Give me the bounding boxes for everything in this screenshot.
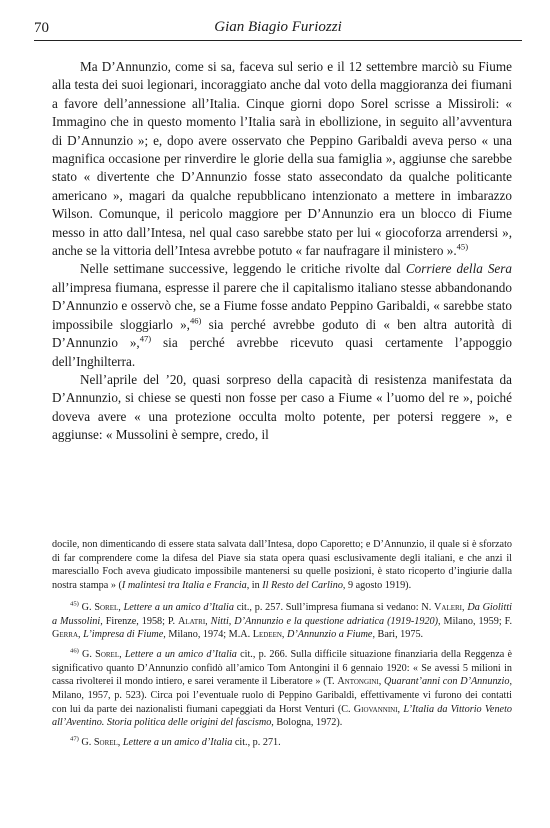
- footnote-46: $^{46)}$ G. Sorel, Lettere a un amico d’Italia cit., p. 266. Sulla difficile situazione finanziaria della Reggenza è significativo quanto D’Annunzio confidò all’amico Tom Antongini il 6 gennaio 1920: « Se avessi 5 milioni in cassa rivolterei il mondo intiero, e sarei veramente il Liberatore » (T. Antongini, Quarant’anni con D’Annunzio, Milano, 1957, p. 523). Circa poi l’eventuale ruolo di Peppino Garibaldi, effettivamente vi furono dei contatti con lui da parte dei nazionalisti fiumani capeggiati da Horst Venturi (C. Giovannini, L’Italia da Vittorio Veneto all’Aventino. Storia politica delle origini del fascismo, Bologna, 1972).: [52, 647, 512, 729]
- footnote-45: $^{45)}$ G. Sorel, Lettere a un amico d’Italia cit., p. 257. Sull’impresa fiumana si vedano: N. Valeri, Da Giolitti a Mussolini, Firenze, 1958; P. Alatri, Nitti, D’Annunzio e la questione adriatica (1919-1920), Milano, 1959; F. Gerra, L’impresa di Fiume, Milano, 1974; M.A. Ledeen, D’Annunzio a Fiume, Bari, 1975.: [52, 600, 513, 641]
- footnotes: [52, 538, 512, 756]
- footnote-ref-45: 45): [456, 241, 469, 252]
- footnote-continuation: docile, non dimenticando di essere stata salvata dall’Intesa, dopo Caporetto; e D’Annunzio, il quale si è sforzato di far comprendere come la difesa del Piave sia stata opera quasi esclusivamente degli italiani, e che anzi il maresciallo Foch aveva giudicato impossibile mantenersi su quelle posizioni, è stato ricoperto d’ingiurie dalla nostra stampa » (I malintesi tra Italia e Francia, in Il Resto del Carlino, 9 agosto 1919).: [52, 539, 512, 592]
- paragraph-2: Nelle settimane successive, leggendo le critiche rivolte dal Corriere della Sera all’impresa fiumana, espresse il parere che il capitalismo italiano stesse abbandonando D’Annunzio e osservò che, se a Fiume fosse andato Peppino Garibaldi, « sarebbe stato impossibile sloggiarlo »,$^{46)}$ sia perché avrebbe goduto di « ben altra autorità di D’Annunzio »,$^{47)}$ sia perché avrebbe ricevuto quasi certamente l’appoggio dell’Inghilterra.: [52, 261, 512, 369]
- paragraph-1: Ma D’Annunzio, come si sa, faceva sul serio e il 12 settembre marciò su Fiume alla testa dei suoi legionari, incoraggiato anche dal voto della maggioranza dei fiumani a favore dell’annessione all’Italia. Cinque giorni dopo Sorel scrisse a Missiroli: « Immagino che in questo momento l’Italia sarà in ebollizione, in seguito all’avventura di D’Annunzio »; e, dopo avere osservato che Peppino Garibaldi aveva perso « una magnifica occasione per rinverdire le glorie della sua famiglia », aggiunse che sarebbe stato « divertente che D’Annunzio fosse stato assecondato da qualche politicante americano », magari da qualche repubblicano intenzionato a mettere in imbarazzo Wilson. Comunque, il pericolo maggiore per D’Annunzio era un blocco di Fiume messo in atto dall’Intesa, nel qual caso sarebbe stato per lui « giocoforza arrendersi », anche se la vittoria dell’Intesa avrebbe potuto « far naufragare il ministero ».$^{45)}$: [52, 59, 512, 259]
- footnote-ref-46: 46): [189, 315, 202, 326]
- page-number: 70: [34, 20, 49, 36]
- main-text: [52, 58, 512, 445]
- paragraph-3: Nell’aprile del ’20, quasi sorpreso della capacità di resistenza manifestata da D’Annunzio, si chiese se questi non fosse per caso a Fiume « l’uomo del re », poiché doveva avere « una protezione occulta molto potente, per potersi reggere », e aggiunse: « Mussolini è sempre, credo, il: [52, 371, 512, 443]
- running-header: [34, 18, 522, 41]
- footnote-ref-47: 47): [139, 333, 152, 344]
- running-head-title: Gian Biagio Furiozzi: [214, 19, 342, 35]
- newspaper-title: Corriere della Sera: [405, 261, 512, 277]
- footnote-47: $^{47)}$ G. Sorel, Lettere a un amico d’Italia cit., p. 271.: [70, 735, 281, 749]
